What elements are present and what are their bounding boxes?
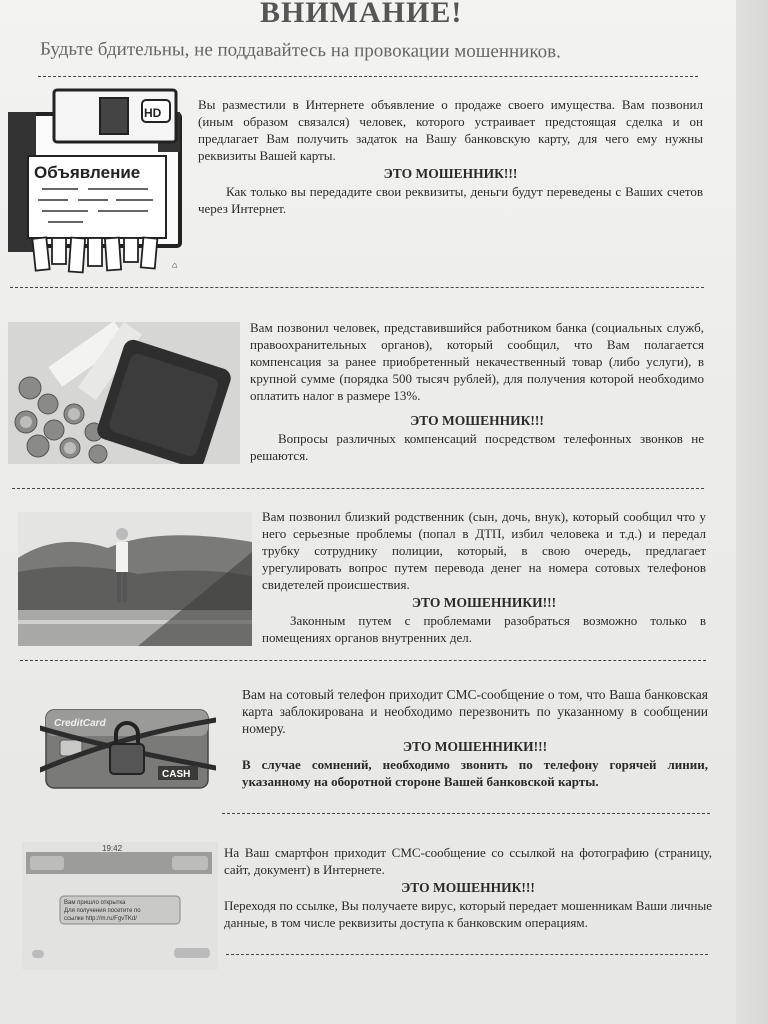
separator bbox=[226, 954, 708, 955]
advertisement-illustration bbox=[8, 86, 190, 278]
section-blocked-card-warning: ЭТО МОШЕННИКИ!!! bbox=[402, 739, 548, 754]
section-ad-warning: ЭТО МОШЕННИК!!! bbox=[383, 166, 518, 181]
separator bbox=[10, 287, 704, 288]
ad-label: Объявление bbox=[34, 163, 141, 182]
page-subtitle: Будьте бдительны, не поддавайтесь на провокации мошенников. bbox=[39, 38, 561, 63]
road-accident-photo bbox=[18, 512, 252, 646]
phone-clock: 19:42 bbox=[102, 844, 123, 853]
separator bbox=[20, 660, 706, 661]
section-compensation-text bbox=[250, 319, 704, 464]
section-ad-body: Вы разместили в Интернете объявление о продаже своего имущества. Вам позвонил (иным образом связался) человек, которого устраивает предстоящая сделка и он предлагает Вам получить задаток на Вашу банковскую карту, для чего ему нужны реквизиты Вашей карты. bbox=[198, 97, 703, 163]
card-cash-label: CASH bbox=[162, 769, 191, 780]
section-relative-tail: Законным путем с проблемами разобраться возможно только в помещениях органов внутренних дел. bbox=[262, 613, 706, 645]
smartphone-sms-screenshot bbox=[22, 842, 218, 970]
separator bbox=[12, 488, 704, 489]
page-title: ВНИМАНИЕ! bbox=[260, 0, 463, 29]
separator bbox=[222, 813, 710, 814]
section-relative-body: Вам позвонил близкий родственник (сын, дочь, внук), который сообщил что у него серьезные проблемы (попал в ДТП, избил человека и т.д.) и передал трубку сотруднику полиции, который, в свою очередь, предлагает урегулировать вопрос путем перевода денег на номера сотовых телефонов свидетелей происшествия. bbox=[262, 509, 706, 592]
paper-edge bbox=[736, 0, 768, 1024]
cursor-icon: ⌂ bbox=[172, 260, 178, 270]
section-blocked-card-text bbox=[242, 686, 708, 790]
section-sms-link-body: На Ваш смартфон приходит СМС-сообщение со ссылкой на фотографию (страницу, сайт, документ) в Интернете. bbox=[224, 845, 712, 877]
section-sms-link-text bbox=[224, 844, 712, 931]
coins-and-wallet-photo bbox=[8, 322, 240, 464]
section-ad-text bbox=[198, 96, 703, 217]
section-blocked-card-tail: В случае сомнений, необходимо звонить по телефону горячей линии, указанному на оборотной стороне Вашей банковской карты. bbox=[242, 757, 708, 789]
section-relative-text bbox=[262, 508, 706, 646]
section-blocked-card-body: Вам на сотовый телефон приходит СМС-сообщение о том, что Ваша банковская карта заблокирована и необходимо перезвонить по указанному в сообщении номеру. bbox=[242, 687, 708, 736]
section-ad-tail: Как только вы передадите свои реквизиты, деньги будут переведены с Ваших счетов через Интернет. bbox=[198, 184, 703, 216]
section-sms-link-tail: Переходя по ссылке, Вы получаете вирус, который передает мошенникам Ваши личные данные, в том числе реквизиты доступа к банковским операциям. bbox=[224, 898, 712, 930]
section-compensation-body: Вам позвонил человек, представившийся работником банка (социальных служб, правоохранительных органов), который сообщил, что Вам полагается компенсация за ранее приобретенный некачественный товар (либо услуги), в крупной сумме (порядка 500 тысяч рублей), для получения которой необходимо оплатить налог в размере 13%. bbox=[250, 320, 704, 403]
section-compensation-warning: ЭТО МОШЕННИК!!! bbox=[410, 413, 544, 428]
card-brand-label: CreditCard bbox=[54, 718, 106, 729]
separator bbox=[38, 76, 698, 77]
sms-preview: Вам пришло открытка Для получения посетите по ссылке http://m.ru/FgvTKd/ bbox=[64, 900, 141, 922]
section-sms-link-warning: ЭТО МОШЕННИК!!! bbox=[401, 880, 535, 895]
section-compensation-tail: Вопросы различных компенсаций посредством телефонных звонков не решаются. bbox=[250, 431, 704, 463]
hd-badge: HD bbox=[144, 106, 162, 120]
section-relative-warning: ЭТО МОШЕННИКИ!!! bbox=[411, 595, 557, 610]
locked-credit-card-illustration bbox=[40, 706, 216, 792]
